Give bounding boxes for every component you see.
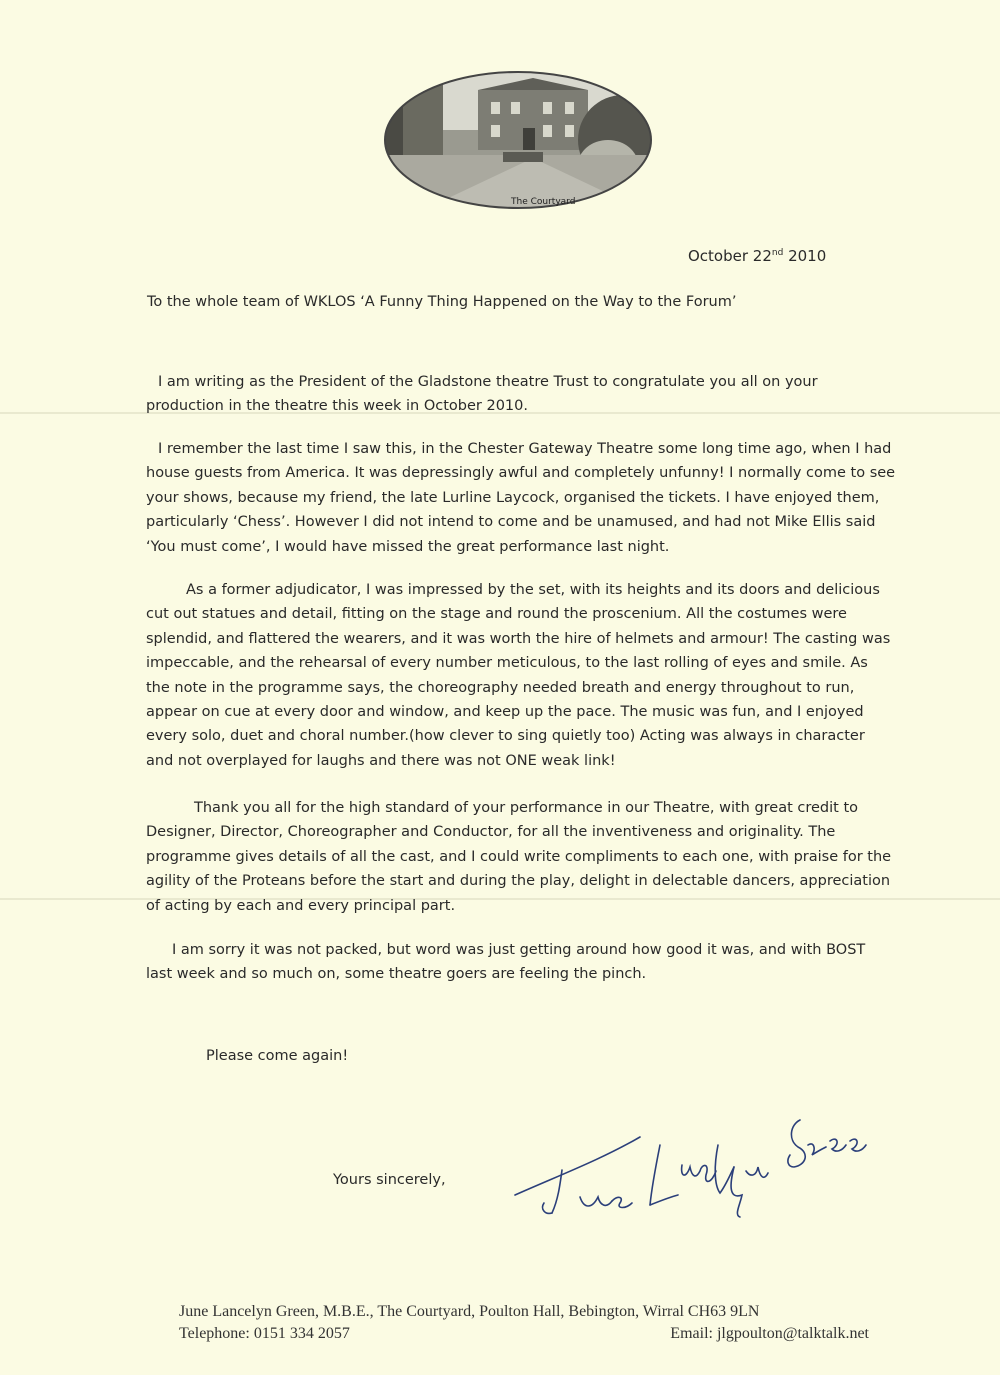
letter-date [688,247,826,265]
closing-request: Please come again! [206,1048,349,1064]
letterhead-caption: The Courtyard [511,197,576,207]
footer-address: June Lancelyn Green, M.B.E., The Courtyard, Poulton Hall, Bebington, Wirral CH63 9LN [179,1303,760,1320]
paragraph-sorry: I am sorry it was not packed, but word was just getting around how good it was, and with BOST last week and so much on, some theatre goers are feeling the pinch. [146,942,866,983]
paragraph-memory: I remember the last time I saw this, in the Chester Gateway Theatre some long time ago, when I had house guests from America. It was depressingly awful and completely unfunny! I normally come to see your shows, because my friend, the late Lurline Laycock, organised the tickets. I have enjoyed them, particularly ‘Chess’. However I did not intend to come and be unamused, and had not Mike Ellis said ‘You must come’, I would have missed the great performance last night. [146,441,896,555]
paragraph-intro: I am writing as the President of the Gladstone theatre Trust to congratulate you all on your production in the theatre this week in October 2010. [146,374,818,415]
date-suffix: nd [771,248,784,258]
salutation: To the whole team of WKLOS ‘A Funny Thing Happened on the Way to the Forum’ [147,294,737,310]
handwritten-signature [500,1105,880,1225]
date-text: October 22 [688,247,772,265]
paragraph-adjudicator: As a former adjudicator, I was impressed by the set, with its heights and its doors and delicious cut out statues and detail, fitting on the stage and round the proscenium. All the costumes were splendid, and flattered the wearers, and it was worth the hire of helmets and armour! The casting was impeccable, and the rehearsal of every number meticulous, to the last rolling of eyes and smile. As the note in the programme says, the choreography needed breath and energy throughout to run, appear on cue at every door and window, and keep up the pace. The music was fun, and I enjoyed every solo, duet and choral number.(how clever to sing quietly too) Acting was always in character and not overplayed for laughs and there was not ONE weak link! [146,582,891,769]
letterhead-courtyard-image [383,70,653,210]
date-year: 2010 [783,247,827,265]
closing-signoff: Yours sincerely, [333,1172,446,1188]
paragraph-thanks: Thank you all for the high standard of your performance in our Theatre, with great credit to Designer, Director, Choreographer and Conductor, for all the inventiveness and originality. The programme gives details of all the cast, and I could write compliments to each one, with praise for the agility of the Proteans before the start and during the play, delight in delectable dancers, appreciation of acting by each and every principal part. [146,800,892,914]
footer-email: Email: jlgpoulton@talktalk.net [670,1325,869,1342]
footer-telephone: Telephone: 0151 334 2057 [179,1325,350,1342]
footer-contact [179,1325,869,1343]
